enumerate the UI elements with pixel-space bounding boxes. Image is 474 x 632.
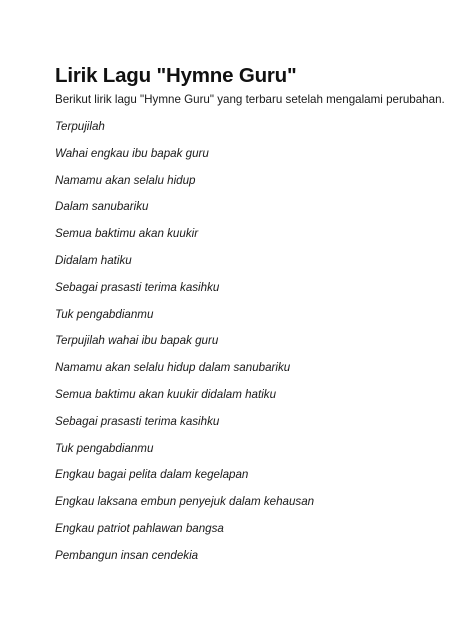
lyric-line: Pembangun insan cendekia	[55, 548, 199, 562]
lyrics-list	[55, 120, 314, 576]
lyric-line: Semua baktimu akan kuukir didalam hatiku	[55, 387, 277, 401]
intro-paragraph: Berikut lirik lagu "Hymne Guru" yang terbaru setelah mengalami perubahan.	[55, 93, 445, 106]
lyric-line: Namamu akan selalu hidup	[55, 173, 196, 187]
lyric-line: Terpujilah	[55, 120, 105, 133]
lyric-line: Semua baktimu akan kuukir	[55, 227, 199, 241]
lyric-line: Terpujilah wahai ibu bapak guru	[55, 334, 219, 348]
lyric-line: Engkau patriot pahlawan bangsa	[55, 521, 224, 535]
lyric-line: Dalam sanubariku	[55, 200, 149, 214]
document-title: Lirik Lagu "Hymne Guru"	[55, 64, 297, 87]
lyric-line: Engkau bagai pelita dalam kegelapan	[55, 468, 249, 482]
lyric-line: Engkau laksana embun penyejuk dalam kehausan	[55, 495, 315, 509]
lyric-line: Didalam hatiku	[55, 253, 132, 267]
lyric-line: Sebagai prasasti terima kasihku	[55, 414, 220, 428]
lyric-line: Tuk pengabdianmu	[55, 441, 154, 455]
lyric-line: Wahai engkau ibu bapak guru	[55, 146, 209, 160]
lyric-line: Namamu akan selalu hidup dalam sanubariku	[55, 361, 291, 375]
lyric-line: Tuk pengabdianmu	[55, 307, 154, 321]
lyric-line: Sebagai prasasti terima kasihku	[55, 280, 220, 294]
